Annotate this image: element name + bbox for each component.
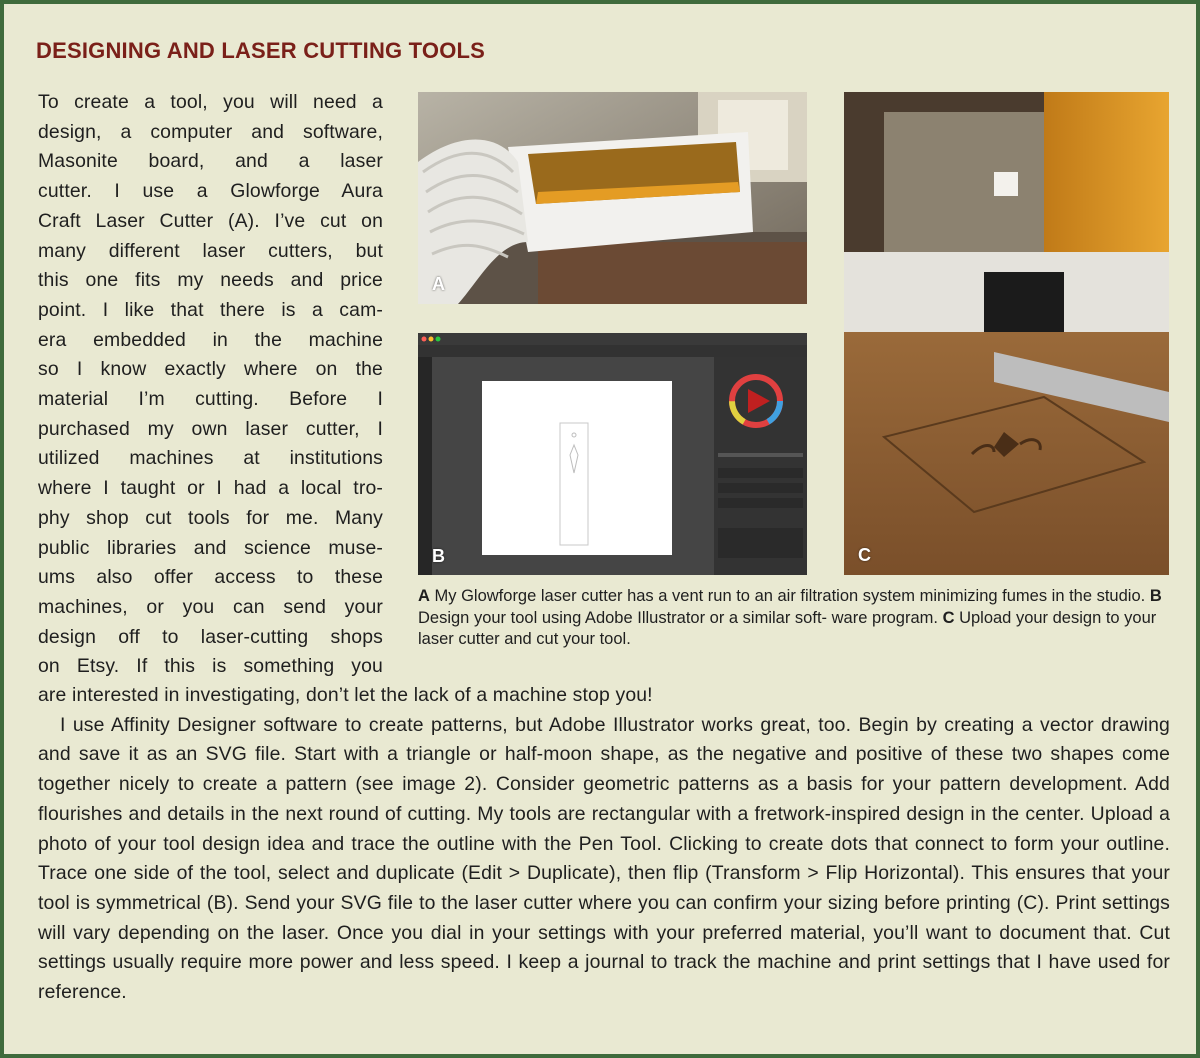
- intro-line: Masonite board, and a laser: [38, 150, 383, 173]
- photo-b-software: [418, 333, 807, 575]
- intro-line: this one fits my needs and price: [38, 269, 383, 292]
- intro-line: public libraries and science muse-: [38, 536, 383, 559]
- intro-line: where I taught or I had a local tro-: [38, 477, 383, 500]
- intro-line: cutter. I use a Glowforge Aura: [38, 180, 383, 203]
- photo-a-label: A: [432, 274, 445, 294]
- caption-b-label: B: [1149, 587, 1162, 605]
- laser-cutting-photo-illustration: [844, 92, 1169, 575]
- intro-line: on Etsy. If this is something you: [38, 655, 383, 678]
- caption-a-label: A: [418, 587, 430, 605]
- intro-line: so I know exactly where on the: [38, 358, 383, 381]
- intro-line: design, a computer and software,: [38, 120, 383, 143]
- article-title: DESIGNING AND LASER CUTTING TOOLS: [36, 38, 486, 63]
- full-width-text: [38, 681, 1170, 1008]
- intro-line: design off to laser-cutting shops: [38, 625, 383, 648]
- caption-b-text: Design your tool using Adobe Illustrator or a similar soft- ware program.: [418, 608, 943, 627]
- intro-line: phy shop cut tools for me. Many: [38, 506, 383, 529]
- photo-caption: [418, 586, 1170, 651]
- paragraph-2: I use Affinity Designer software to create patterns, but Adobe Illustrator works great, too. Begin by creating a vector drawing and save it as an SVG file. Start with a triangle or half-moon shape, as the negative and positive of these two shapes come together nicely to create a pattern (see image 2). Consider geometric patterns as a basis for your pattern development. Add flourishes and details in the next round of cutting. My tools are rectangular with a fretwork-inspired design in the center. Upload a photo of your tool design idea and trace the outline with the Pen Tool. Clicking to create dots that connect to form your outline. Trace one side of the tool, select and duplicate (Edit > Duplicate), then flip (Transform > Flip Horizontal). This ensures that your tool is symmetrical (B). Send your SVG file to the laser cutter where you can confirm your sizing before printing (C). Print settings will vary depending on the laser. Once you dial in your settings with your preferred material, you’ll want to document that. Cut settings usually require more power and less speed. I keep a journal to track the machine and print settings that I have used for reference.: [38, 713, 1170, 1004]
- intro-line: ums also offer access to these: [38, 566, 383, 589]
- intro-line: era embedded in the machine: [38, 328, 383, 351]
- laser-cutter-photo-illustration: [418, 92, 807, 304]
- intro-line: purchased my own laser cutter, I: [38, 417, 383, 440]
- intro-column: [38, 88, 383, 682]
- intro-line: point. I like that there is a cam-: [38, 298, 383, 321]
- intro-line: many different laser cutters, but: [38, 239, 383, 262]
- caption-c-label: C: [942, 608, 955, 627]
- intro-paragraph-end: are interested in investigating, don’t let the lack of a machine stop you!: [38, 684, 653, 706]
- photo-b-label: B: [432, 546, 445, 566]
- intro-line: Craft Laser Cutter (A). I’ve cut on: [38, 209, 383, 232]
- intro-line: utilized machines at institutions: [38, 447, 383, 470]
- photo-c-cutting: [844, 92, 1169, 575]
- intro-line: material I’m cutting. Before I: [38, 388, 383, 411]
- intro-line: To create a tool, you will need a: [38, 91, 383, 113]
- caption-c-text: Upload your design to your laser cutter and cut your tool.: [418, 608, 1157, 648]
- caption-a-text: My Glowforge laser cutter has a vent run to an air filtration system minimizing fumes in the studio.: [429, 587, 1150, 605]
- design-software-screenshot-illustration: [418, 333, 807, 575]
- photo-c-label: C: [858, 545, 871, 565]
- intro-line: machines, or you can send your: [38, 595, 383, 618]
- photo-a-laser-cutter: [418, 92, 807, 304]
